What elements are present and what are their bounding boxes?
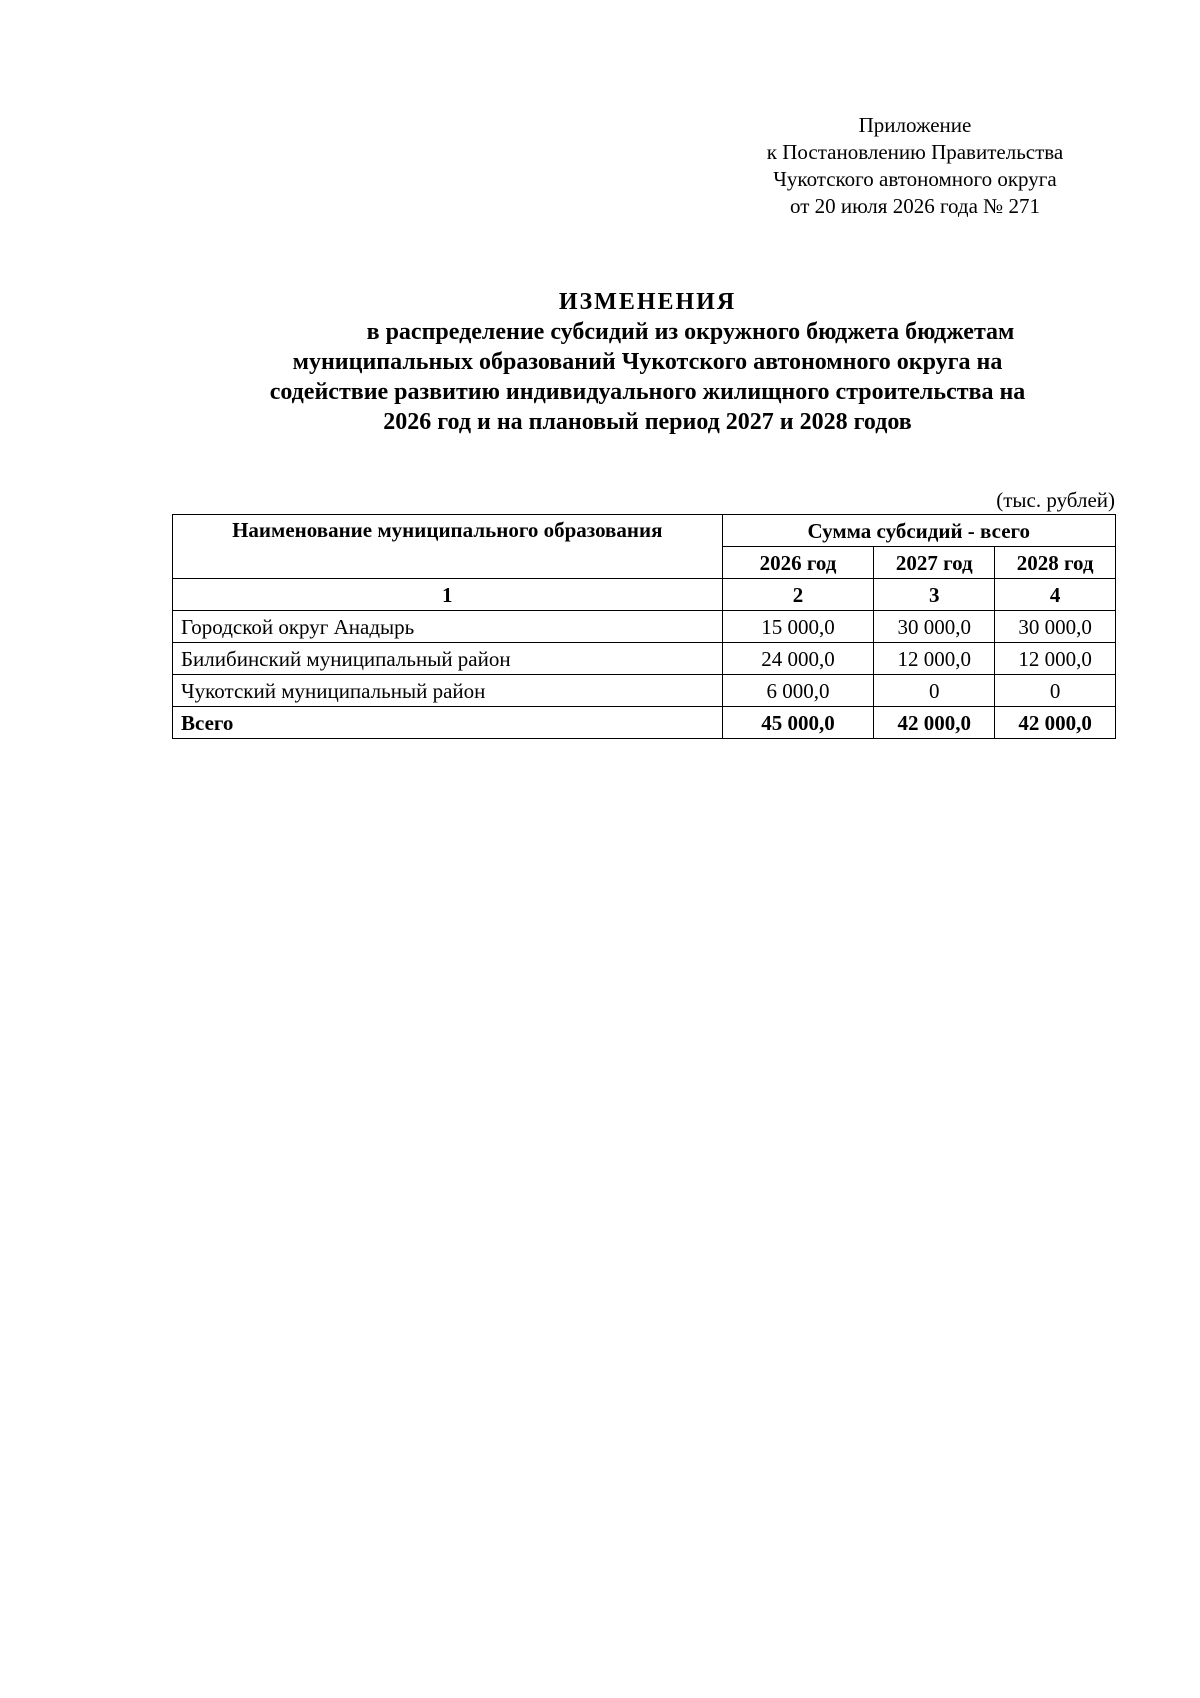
- column-number: 2: [722, 579, 874, 611]
- column-number: 1: [173, 579, 723, 611]
- appendix-block: [735, 112, 1095, 220]
- units-note: (тыс. рублей): [996, 488, 1115, 512]
- table-row: [173, 643, 1116, 675]
- subsidies-table: [172, 514, 1116, 739]
- header-year-2028: 2028 год: [995, 547, 1116, 579]
- table-row: [173, 675, 1116, 707]
- title-line-4: 2026 год и на плановый период 2027 и 2028 годов: [383, 409, 912, 435]
- header-year-2027: 2027 год: [874, 547, 995, 579]
- column-number: 3: [874, 579, 995, 611]
- total-value-2026: 45 000,0: [722, 707, 874, 739]
- row-value-2026: 6 000,0: [722, 675, 874, 707]
- title-line-2: муниципальных образований Чукотского автономного округа на: [292, 349, 1003, 375]
- title-heading: ИЗМЕНЕНИЯ: [558, 289, 737, 315]
- row-municipality: Билибинский муниципальный район: [173, 643, 723, 675]
- appendix-region: Чукотского автономного округа: [773, 167, 1057, 191]
- column-numbers-row: [173, 579, 1116, 611]
- title-line-3: содействие развитию индивидуального жилищного строительства на: [269, 379, 1026, 405]
- row-value-2026: 15 000,0: [722, 611, 874, 643]
- table-row: [173, 611, 1116, 643]
- column-number: 4: [995, 579, 1116, 611]
- appendix-reference: к Постановлению Правительства: [766, 140, 1064, 164]
- appendix-date-number: от 20 июля 2026 года № 271: [790, 194, 1040, 218]
- header-year-2026: 2026 год: [722, 547, 874, 579]
- row-value-2028: 0: [995, 675, 1116, 707]
- table-total-row: [173, 707, 1116, 739]
- row-value-2026: 24 000,0: [722, 643, 874, 675]
- document-title: [170, 287, 1125, 437]
- header-municipality: Наименование муниципального образования: [173, 515, 723, 579]
- total-label: Всего: [173, 707, 723, 739]
- row-municipality: Чукотский муниципальный район: [173, 675, 723, 707]
- table-header-row: [173, 515, 1116, 547]
- row-value-2027: 0: [874, 675, 995, 707]
- appendix-label: Приложение: [858, 113, 972, 137]
- total-value-2028: 42 000,0: [995, 707, 1116, 739]
- title-line-1: в распределение субсидий из окружного бюджета бюджетам: [366, 319, 1015, 345]
- header-subsidy-total: Сумма субсидий - всего: [722, 515, 1115, 547]
- total-value-2027: 42 000,0: [874, 707, 995, 739]
- row-value-2027: 30 000,0: [874, 611, 995, 643]
- row-value-2028: 30 000,0: [995, 611, 1116, 643]
- row-value-2027: 12 000,0: [874, 643, 995, 675]
- row-value-2028: 12 000,0: [995, 643, 1116, 675]
- row-municipality: Городской округ Анадырь: [173, 611, 723, 643]
